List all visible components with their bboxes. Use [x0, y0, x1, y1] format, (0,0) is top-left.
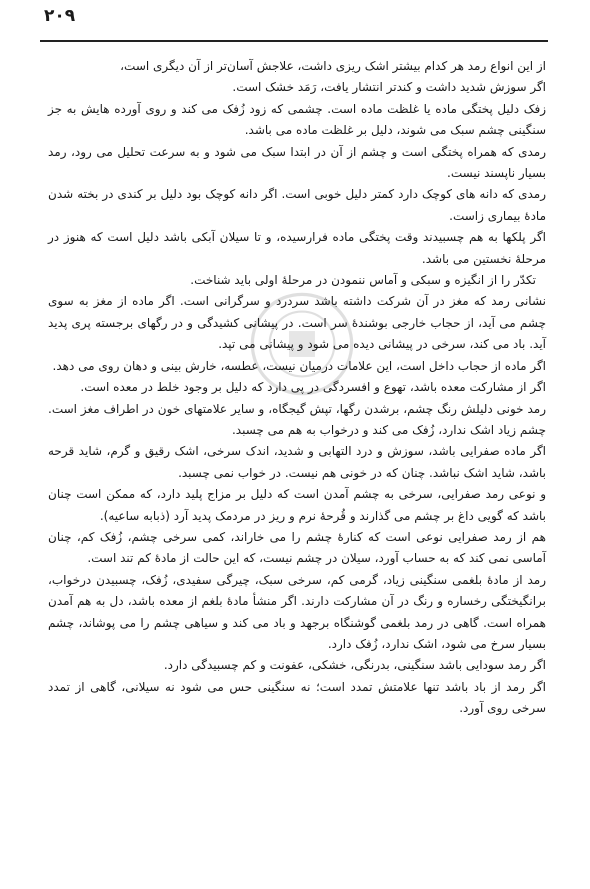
paragraph-12: اگر ماده صفرایی باشد، سوزش و درد التهابی و شدید، اندک سرخی، اشک رقیق و گرم، شاید قرحه باشد، شاید اشک نباشد. چنان که در خونی هم نیست. در خواب نمی چسبد.: [48, 444, 546, 480]
paragraph-5: رمدی که دانه های کوچک دارد کمتر دلیل خوبی است. اگر دانه کوچک بود دلیل بر کندی در بخته شدن مادۀ بیماری زاست.: [48, 187, 546, 223]
paragraph-3: زفک دلیل پختگی ماده یا غلظت ماده است. چشمی که زود زُفک می کند و روی آورده هایش به جز سنگینی چشم سبک می شوند، دلیل بر غلظت ماده می باشد.: [48, 101, 546, 138]
paragraph-11: رمد خونی دلیلش رنگ چشم، برشدن رگها، تپش گیجگاه، و سایر علامتهای خون در اطراف مغز است. چشم زیاد اشک ندارد، زُفک می کند و درخواب به هم می چسبد.: [48, 401, 546, 437]
paragraph-8: نشانی رمد که مغز در آن شرکت داشته باشد سردرد و سرگرانی است. اگر ماده از مغز به سوی چشم می آید، از حجاب خارجی بوشندۀ سر است. در پیشانی کشیدگی و در رگهای برجسته پری پدید آید. باد می کند، سرخی در پیشانی دیده می شود و پیشانی می تپد.: [48, 294, 546, 352]
paragraph-17: اگر رمد از باد باشد تنها علامتش تمدد است؛ نه سنگینی حس می شود نه سیلانی، گاهی از تمدد سرخی روی آورد.: [48, 679, 546, 716]
paragraph-13: و نوعی رمد صفرایی، سرخی به چشم آمدن است که دلیل بر مزاج پلید دارد، که ممکن است چنان باشد که گویی داغ بر چشم می گذارند و قُرحۀ نرم و ریز در مردمک پدید آرد (ذبابه ساعیه).: [48, 487, 546, 523]
paragraph-9: اگر ماده از حجاب داخل است، این علامات درمیان نیست، عطسه، خارش بینی و دهان روی می دهد.: [52, 358, 546, 373]
paragraph-6: اگر پلکها به هم چسبیدند وقت پختگی ماده فرارسیده، و تا سیلان آبکی باشد دلیل است که هنوز در مرحلۀ نخستین می باشد.: [48, 230, 546, 266]
paragraph-15: رمد از مادۀ بلغمی سنگینی زیاد، گرمی کم، سرخی سبک، چیرگی سفیدی، زُفک، چسبیدن درخواب، برانگیختگی رخساره و رنگ در آن مشارکت دارند. اگر منشأ مادۀ بلغم از معده باشد، دل به هم آمدن همراه است. گاهی در رمد بلغمی گوشنگاه برجهد و باد می کند و سیاهی چشم را می پوشاند، چشم بسیار سرخ می شود، اشک ندارد، زُفک دارد.: [48, 572, 546, 651]
page-number: ۲۰۹: [44, 6, 76, 26]
header-rule: [40, 40, 548, 42]
paragraph-1: از این انواع رمد هر کدام بیشتر اشک ریزی داشت، علاجش آسان‌تر از آن دیگری است،: [120, 59, 546, 73]
paragraph-4: رمدی که همراه پختگی است و چشم از آن در ابتدا سبک می شود و به سرعت تحلیل می رود، رمد بسیار ناپسند نیست.: [48, 144, 546, 181]
paragraph-2: اگر سوزش شدید داشت و کندتر انتشار یافت، رَمَد خشک است.: [232, 80, 546, 95]
paragraph-16: اگر رمد سودایی باشد سنگینی، بدرنگی، خشکی، عفونت و کم چسبیدگی دارد.: [163, 658, 546, 673]
paragraph-10: اگر از مشارکت معده باشد، تهوع و افسردگی در پی دارد که دلیل بر وجود خلط در معده است.: [80, 380, 546, 395]
paragraph-7: تکدّر را از انگیزه و سبکی و آماس ننمودن در مرحلۀ اولی باید شناخت.: [190, 273, 536, 288]
paragraph-14: هم از رمد صفرایی نوعی است که کنارۀ چشم را می خاراند، کمی سرخی چشم، زُفک کم، چنان آماسی نمی کند که به حساب آورد، سیلان در چشم نیست، که این حالت از مادۀ کم تند است.: [48, 529, 546, 566]
body-text: [48, 56, 546, 720]
